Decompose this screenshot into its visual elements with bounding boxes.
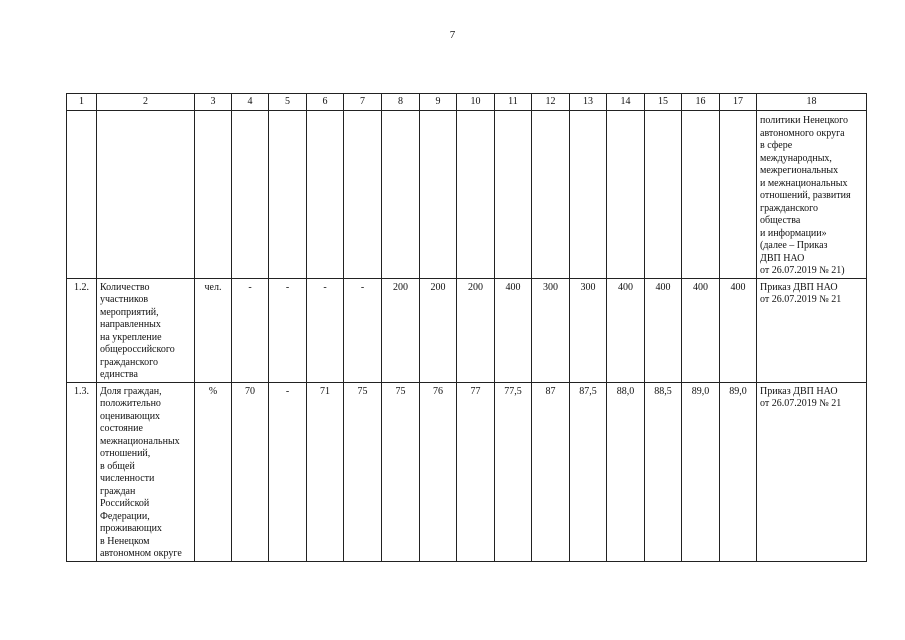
header-cell: 17	[720, 94, 757, 111]
value-cell	[532, 111, 570, 279]
value-cell: 88,5	[645, 382, 682, 561]
value-cell	[570, 111, 607, 279]
unit-cell: %	[195, 382, 232, 561]
value-cell	[344, 111, 382, 279]
unit-cell	[195, 111, 232, 279]
header-cell: 7	[344, 94, 382, 111]
header-cell: 13	[570, 94, 607, 111]
source-cell: политики Ненецкого автономного округа в сфере международных, межрегиональных и межнациональных отношений, развития гражданского общества и информации» (далее – Приказ ДВП НАО от 26.07.2019 № 21)	[757, 111, 867, 279]
value-cell: -	[269, 382, 307, 561]
value-cell: 77	[457, 382, 495, 561]
header-cell: 10	[457, 94, 495, 111]
value-cell: -	[269, 278, 307, 382]
header-cell: 1	[67, 94, 97, 111]
value-cell: 77,5	[495, 382, 532, 561]
value-cell	[307, 111, 344, 279]
header-cell: 8	[382, 94, 420, 111]
header-cell: 5	[269, 94, 307, 111]
value-cell: 300	[570, 278, 607, 382]
value-cell	[457, 111, 495, 279]
value-cell: -	[232, 278, 269, 382]
value-cell	[682, 111, 720, 279]
value-cell: 400	[720, 278, 757, 382]
value-cell	[645, 111, 682, 279]
value-cell	[420, 111, 457, 279]
table-row	[67, 278, 867, 382]
value-cell: 87	[532, 382, 570, 561]
data-table	[66, 93, 867, 562]
header-cell: 14	[607, 94, 645, 111]
indicator-name-cell: Количество участников мероприятий, направленных на укрепление общероссийского гражданского единства	[97, 278, 195, 382]
indicator-name-cell: Доля граждан, положительно оценивающих состояние межнациональных отношений, в общей численности граждан Российской Федерации, проживающих в Ненецком автономном округе	[97, 382, 195, 561]
table-row	[67, 111, 867, 279]
value-cell: 87,5	[570, 382, 607, 561]
header-cell: 18	[757, 94, 867, 111]
value-cell	[232, 111, 269, 279]
header-cell: 9	[420, 94, 457, 111]
value-cell: 76	[420, 382, 457, 561]
value-cell: 200	[382, 278, 420, 382]
value-cell: 200	[420, 278, 457, 382]
value-cell: 400	[495, 278, 532, 382]
header-cell: 6	[307, 94, 344, 111]
source-cell: Приказ ДВП НАО от 26.07.2019 № 21	[757, 278, 867, 382]
value-cell	[720, 111, 757, 279]
value-cell: 88,0	[607, 382, 645, 561]
value-cell	[495, 111, 532, 279]
header-cell: 3	[195, 94, 232, 111]
value-cell: 89,0	[720, 382, 757, 561]
value-cell: 300	[532, 278, 570, 382]
header-cell: 2	[97, 94, 195, 111]
header-row	[67, 94, 867, 111]
value-cell: 400	[645, 278, 682, 382]
value-cell: 200	[457, 278, 495, 382]
value-cell: 71	[307, 382, 344, 561]
value-cell: 70	[232, 382, 269, 561]
value-cell: 400	[607, 278, 645, 382]
value-cell	[382, 111, 420, 279]
header-cell: 11	[495, 94, 532, 111]
value-cell: -	[344, 278, 382, 382]
source-cell: Приказ ДВП НАО от 26.07.2019 № 21	[757, 382, 867, 561]
header-cell: 16	[682, 94, 720, 111]
value-cell: 75	[344, 382, 382, 561]
indicator-name-cell	[97, 111, 195, 279]
value-cell	[269, 111, 307, 279]
row-number-cell: 1.2.	[67, 278, 97, 382]
page-number: 7	[449, 29, 456, 41]
row-number-cell	[67, 111, 97, 279]
unit-cell: чел.	[195, 278, 232, 382]
value-cell: 400	[682, 278, 720, 382]
value-cell: -	[307, 278, 344, 382]
header-cell: 12	[532, 94, 570, 111]
row-number-cell: 1.3.	[67, 382, 97, 561]
value-cell: 75	[382, 382, 420, 561]
table-row	[67, 382, 867, 561]
value-cell: 89,0	[682, 382, 720, 561]
header-cell: 4	[232, 94, 269, 111]
header-cell: 15	[645, 94, 682, 111]
value-cell	[607, 111, 645, 279]
